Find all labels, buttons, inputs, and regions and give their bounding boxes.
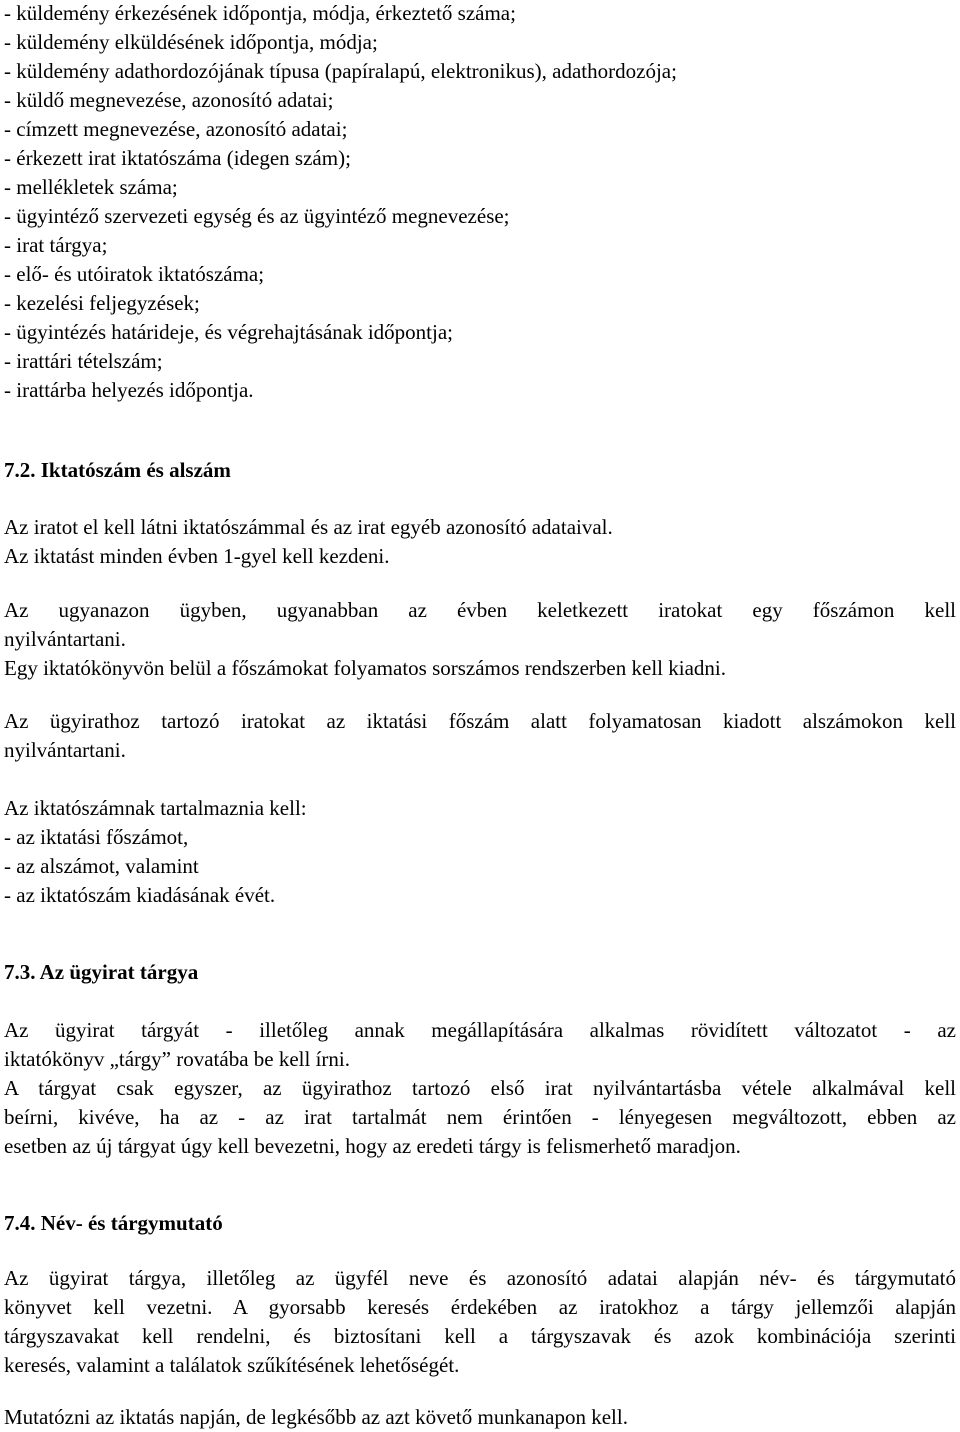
paragraph: Egy iktatókönyvön belül a főszámokat folyamatos sorszámos rendszerben kell kiadni. <box>4 656 726 680</box>
list-item: - érkezett irat iktatószáma (idegen szám); <box>4 146 351 170</box>
section-heading: 7.3. Az ügyirat tárgya <box>4 960 199 984</box>
paragraph-line: Az ügyirat tárgya, illetőleg az ügyfél neve és azonosító adatai alapján név- és tárgymutató <box>4 1266 956 1290</box>
paragraph-line: Az ügyirathoz tartozó iratokat az iktatási főszám alatt folyamatosan kiadott alszámokon kell <box>4 709 956 733</box>
section-heading: 7.4. Név- és tárgymutató <box>4 1211 223 1235</box>
section-heading: 7.2. Iktatószám és alszám <box>4 458 231 482</box>
list-item: - irat tárgya; <box>4 233 108 257</box>
paragraph-line: nyilvántartani. <box>4 627 126 651</box>
list-item: - elő- és utóiratok iktatószáma; <box>4 262 265 286</box>
list-item: - az iktatási főszámot, <box>4 825 189 849</box>
paragraph: Mutatózni az iktatás napján, de legkésőbb az azt követő munkanapon kell. <box>4 1405 628 1429</box>
list-item: - mellékletek száma; <box>4 175 178 199</box>
list-item: - küldemény adathordozójának típusa (papíralapú, elektronikus), adathordozója; <box>4 59 677 83</box>
paragraph: Az iktatószámnak tartalmaznia kell: <box>4 796 307 820</box>
paragraph-line: Az ügyirat tárgyát - illetőleg annak megállapítására alkalmas rövidített változatot - az <box>4 1018 956 1042</box>
paragraph-line: tárgyszavakat kell rendelni, és biztosítani kell a tárgyszavak és azok kombinációja szerinti <box>4 1324 956 1348</box>
paragraph-line: esetben az új tárgyat úgy kell bevezetni, hogy az eredeti tárgy is felismerhető maradjon. <box>4 1134 741 1158</box>
list-item: - irattárba helyezés időpontja. <box>4 378 254 402</box>
paragraph-line: beírni, kivéve, ha az - az irat tartalmát nem érintően - lényegesen megváltozott, ebben az <box>4 1105 956 1129</box>
list-item: - kezelési feljegyzések; <box>4 291 200 315</box>
list-item: - az iktatószám kiadásának évét. <box>4 883 276 907</box>
paragraph-line: nyilvántartani. <box>4 738 126 762</box>
list-item: - ügyintéző szervezeti egység és az ügyintéző megnevezése; <box>4 204 510 228</box>
list-item: - irattári tételszám; <box>4 349 163 373</box>
paragraph: Az iktatást minden évben 1-gyel kell kezdeni. <box>4 544 390 568</box>
paragraph: Az iratot el kell látni iktatószámmal és az irat egyéb azonosító adataival. <box>4 515 613 539</box>
paragraph-line: könyvet kell vezetni. A gyorsabb keresés érdekében az iratokhoz a tárgy jellemzői alapján <box>4 1295 956 1319</box>
list-item: - küldő megnevezése, azonosító adatai; <box>4 88 334 112</box>
paragraph-line: keresés, valamint a találatok szűkítésének lehetőségét. <box>4 1353 460 1377</box>
paragraph-line: A tárgyat csak egyszer, az ügyirathoz tartozó első irat nyilvántartásba vétele alkalmával kell <box>4 1076 956 1100</box>
paragraph-line: Az ugyanazon ügyben, ugyanabban az évben keletkezett iratokat egy főszámon kell <box>4 598 956 622</box>
list-item: - küldemény elküldésének időpontja, módja; <box>4 30 378 54</box>
list-item: - küldemény érkezésének időpontja, módja, érkeztető száma; <box>4 1 516 25</box>
list-item: - az alszámot, valamint <box>4 854 199 878</box>
paragraph-line: iktatókönyv „tárgy” rovatába be kell írni. <box>4 1047 350 1071</box>
list-item: - ügyintézés határideje, és végrehajtásának időpontja; <box>4 320 453 344</box>
list-item: - címzett megnevezése, azonosító adatai; <box>4 117 348 141</box>
